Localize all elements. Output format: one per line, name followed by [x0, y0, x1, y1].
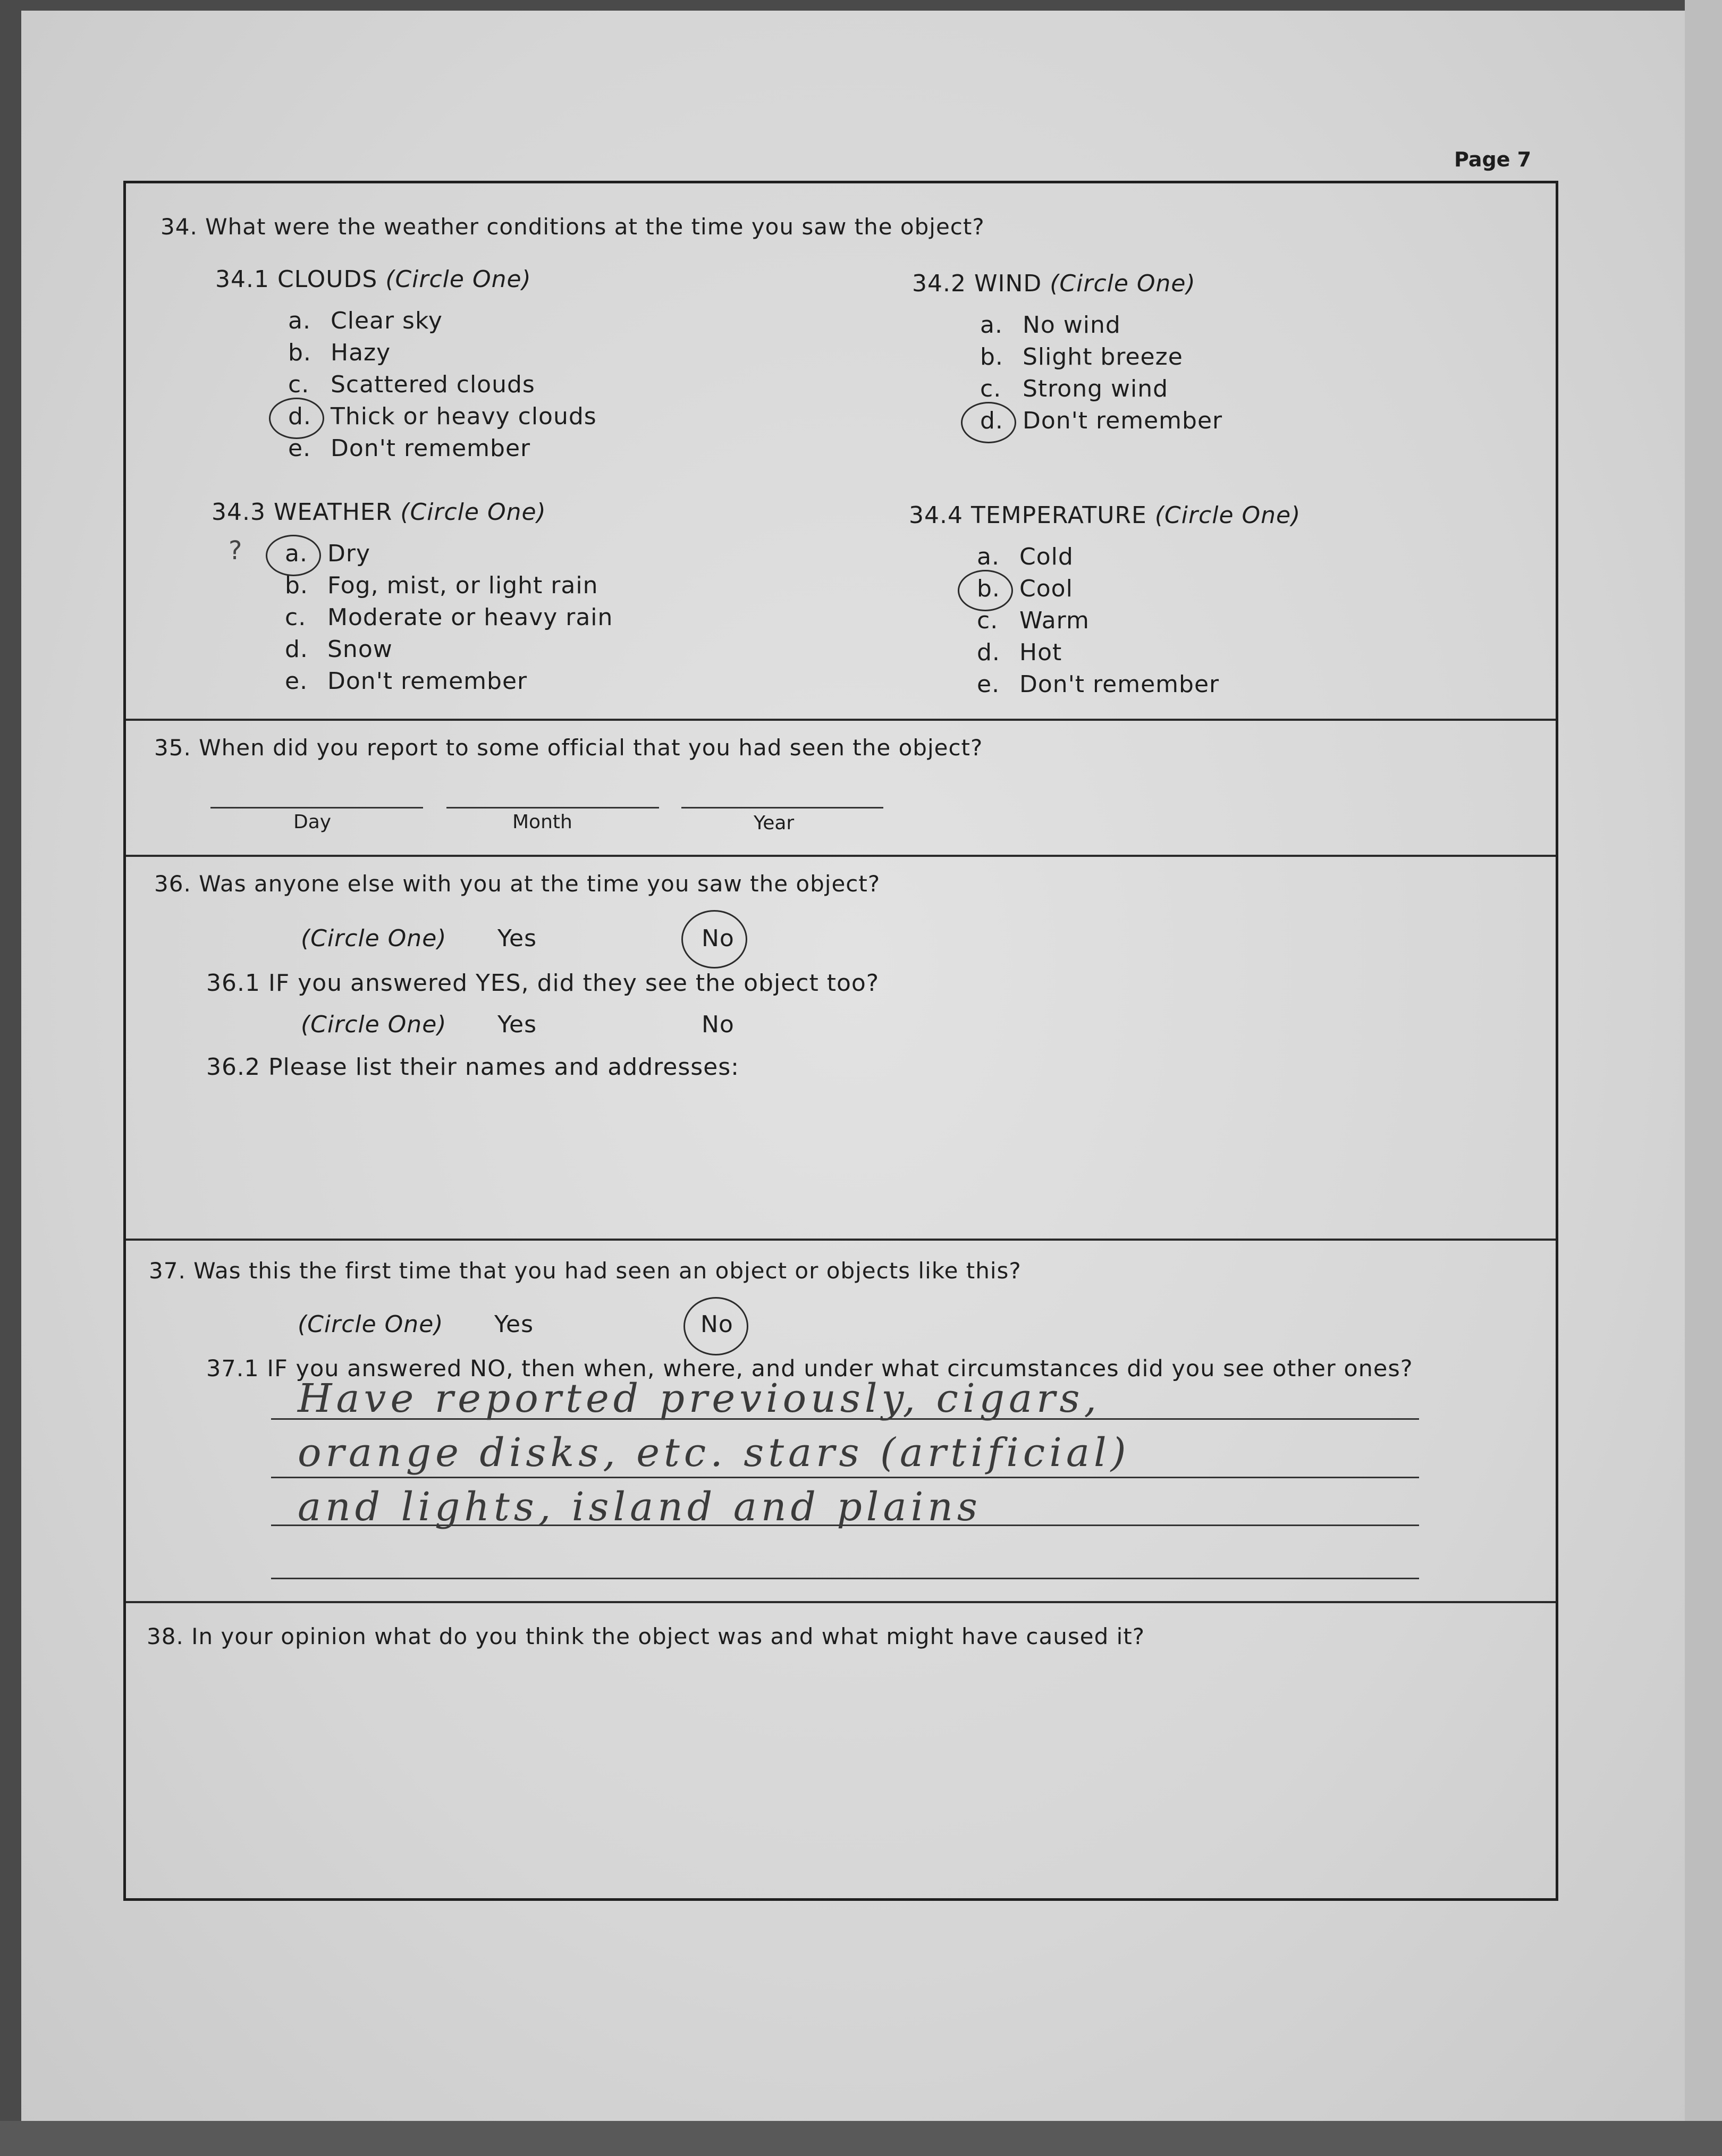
option-b[interactable] [288, 339, 391, 366]
page-number: Page 7 [1454, 148, 1532, 171]
option-letter: e. [285, 668, 308, 695]
q34-1-heading: 34.1 CLOUDS (Circle One) [215, 266, 531, 293]
option-letter: d. [288, 403, 311, 430]
option-letter: c. [288, 371, 310, 398]
q36-1-circle-note: (Circle One) [301, 1011, 447, 1038]
month-caption: Month [512, 811, 572, 833]
option-text: Warm [1019, 607, 1090, 634]
option-a[interactable] [288, 307, 443, 334]
option-text: Scattered clouds [331, 371, 535, 398]
option-b[interactable] [285, 572, 598, 599]
option-letter: b. [980, 343, 1003, 370]
q36-1-no[interactable]: No [702, 1011, 735, 1038]
q36-circle-note: (Circle One) [301, 925, 447, 952]
option-text: Hot [1019, 639, 1062, 666]
option-text: Slight breeze [1023, 343, 1183, 370]
option-text: Don't remember [1023, 407, 1223, 434]
q34-question: 34. What were the weather conditions at the time you saw the object? [161, 214, 985, 240]
option-text: Moderate or heavy rain [327, 604, 613, 631]
handwritten-line-1: Have reported previously, cigars, [298, 1376, 1101, 1421]
divider-36 [126, 855, 1556, 857]
q34-3-heading: 34.3 WEATHER (Circle One) [212, 499, 546, 526]
option-letter: e. [288, 435, 311, 462]
q37-1-question: 37.1 IF you answered NO, then when, where, and under what circumstances did you see other ones? [206, 1355, 1413, 1382]
option-text: Don't remember [1019, 671, 1220, 698]
q37-circle-note: (Circle One) [298, 1311, 444, 1338]
divider-37 [126, 1239, 1556, 1241]
q38-question: 38. In your opinion what do you think the object was and what might have caused it? [147, 1623, 1145, 1649]
option-d[interactable] [285, 636, 393, 663]
handwritten-line-3: and lights, island and plains [298, 1484, 982, 1530]
option-text: Thick or heavy clouds [331, 403, 597, 430]
handwritten-line-2: orange disks, etc. stars (artificial) [298, 1430, 1130, 1476]
option-text: Hazy [331, 339, 391, 366]
option-letter: b. [288, 339, 311, 366]
selected-option-circle [269, 398, 324, 439]
option-letter: a. [977, 543, 1000, 570]
scan-edge-bottom [0, 2121, 1722, 2156]
q34-2-heading: 34.2 WIND (Circle One) [912, 270, 1196, 297]
option-text: Don't remember [331, 435, 531, 462]
q36-no[interactable]: No [702, 925, 735, 952]
q36-no-circle [681, 910, 747, 968]
month-line[interactable] [446, 807, 659, 809]
option-letter: b. [285, 572, 308, 599]
option-e[interactable] [977, 671, 1219, 698]
option-d[interactable] [980, 407, 1222, 434]
option-letter: c. [980, 375, 1002, 402]
q36-2-question: 36.2 Please list their names and addresses: [206, 1054, 739, 1081]
weather-margin-mark: ? [229, 536, 243, 566]
selected-option-circle [961, 402, 1016, 443]
option-text: Snow [327, 636, 393, 663]
option-d[interactable] [977, 639, 1062, 666]
q36-1-yes[interactable]: Yes [497, 1011, 537, 1038]
option-text: Don't remember [327, 668, 528, 695]
q36-yes[interactable]: Yes [497, 925, 537, 952]
q36-question: 36. Was anyone else with you at the time you saw the object? [154, 871, 881, 897]
option-letter: a. [980, 311, 1003, 339]
divider-38 [126, 1601, 1556, 1603]
option-e[interactable] [285, 668, 527, 695]
q37-no-circle [683, 1297, 748, 1355]
q37-question: 37. Was this the first time that you had seen an object or objects like this? [149, 1258, 1022, 1284]
option-letter: d. [285, 636, 308, 663]
day-line[interactable] [210, 807, 423, 809]
option-c[interactable] [980, 375, 1168, 402]
option-text: Cold [1019, 543, 1074, 570]
option-letter: c. [285, 604, 307, 631]
answer-line-4[interactable] [271, 1578, 1419, 1579]
option-text: Cool [1019, 575, 1073, 602]
q35-question: 35. When did you report to some official that you had seen the object? [154, 735, 983, 761]
option-text: Strong wind [1023, 375, 1169, 402]
year-caption: Year [754, 812, 795, 834]
q36-1-question: 36.1 IF you answered YES, did they see the object too? [206, 970, 880, 997]
option-e[interactable] [288, 435, 530, 462]
option-a[interactable] [980, 311, 1121, 339]
answer-line-2[interactable] [271, 1477, 1419, 1478]
selected-option-circle [958, 570, 1013, 611]
option-c[interactable] [977, 607, 1090, 634]
year-line[interactable] [681, 807, 883, 809]
option-letter: b. [977, 575, 1000, 602]
option-b[interactable] [980, 343, 1183, 370]
scan-edge-right [1685, 0, 1722, 2156]
option-text: Dry [327, 540, 371, 567]
q34-4-heading: 34.4 TEMPERATURE (Circle One) [909, 502, 1301, 529]
day-caption: Day [293, 811, 332, 833]
option-a[interactable] [977, 543, 1074, 570]
option-letter: a. [285, 540, 308, 567]
option-text: Clear sky [331, 307, 443, 334]
option-c[interactable] [285, 604, 613, 631]
divider-35 [126, 719, 1556, 721]
option-text: No wind [1023, 311, 1121, 339]
q37-yes[interactable]: Yes [494, 1311, 534, 1338]
selected-option-circle [266, 535, 321, 576]
option-letter: a. [288, 307, 311, 334]
option-letter: d. [980, 407, 1003, 434]
option-c[interactable] [288, 371, 535, 398]
q37-no[interactable]: No [700, 1311, 733, 1338]
option-letter: e. [977, 671, 1000, 698]
option-letter: c. [977, 607, 999, 634]
option-letter: d. [977, 639, 1000, 666]
option-text: Fog, mist, or light rain [327, 572, 598, 599]
option-d[interactable] [288, 403, 597, 430]
